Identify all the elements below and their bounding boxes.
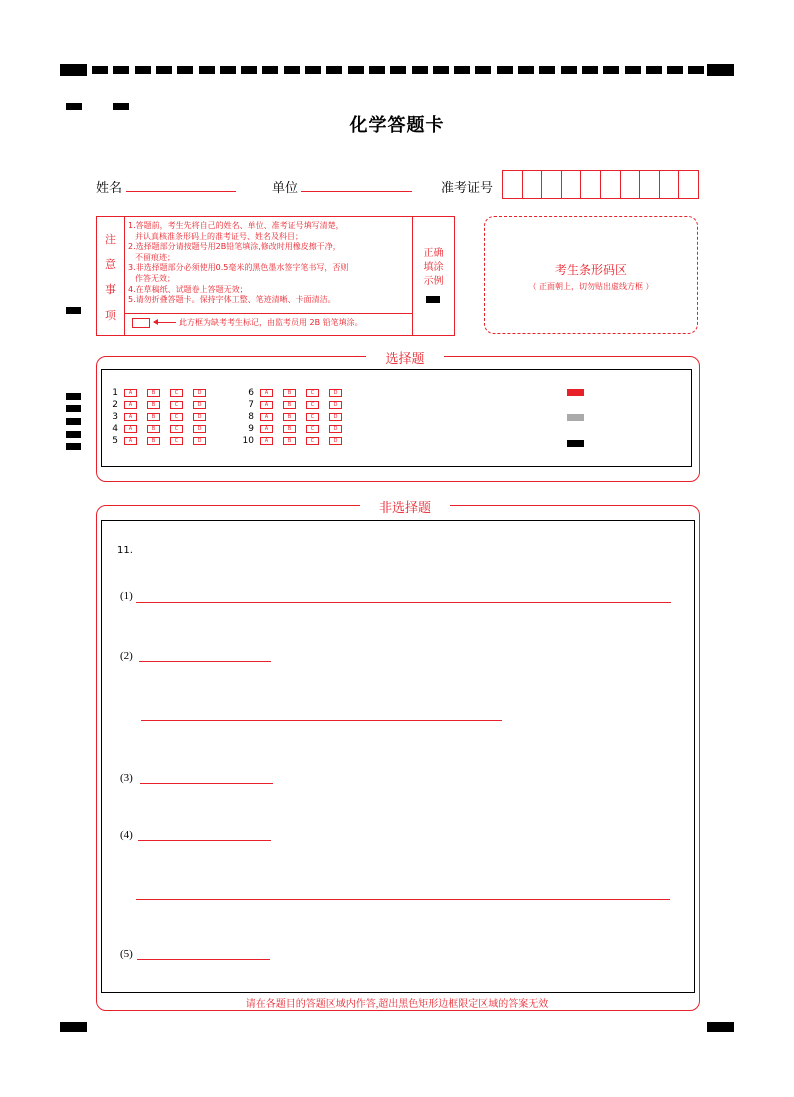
choice-question-row (96, 388, 216, 397)
top-timing-marks (60, 64, 734, 76)
timing-mark (241, 66, 257, 74)
part-label: (1) (120, 590, 133, 602)
answer-bubble-d[interactable]: D (329, 401, 342, 409)
rule-line: 5.请勿折叠答题卡。保持字体工整、笔迹清晰、卡面清洁。 (128, 295, 336, 305)
answer-bubble-d[interactable]: D (193, 425, 206, 433)
answer-bubble-c[interactable]: C (306, 437, 319, 445)
side-mark (66, 431, 81, 438)
timing-mark (603, 66, 619, 74)
side-mark (66, 393, 81, 400)
notice-heading-char: 意 (105, 258, 116, 271)
answer-bubble-d[interactable]: D (329, 437, 342, 445)
timing-mark (625, 66, 641, 74)
rule-line: 2.选择题部分请按题号用2B铅笔填涂,修改时用橡皮擦干净， (128, 242, 341, 252)
answer-bubble-a[interactable]: A (260, 389, 273, 397)
answer-bubble-a[interactable]: A (124, 437, 137, 445)
timing-mark (539, 66, 555, 74)
part-label: (4) (120, 829, 133, 841)
answer-bubble-b[interactable]: B (283, 401, 296, 409)
bottom-mark (707, 1022, 734, 1032)
question-number: 10 (242, 435, 254, 446)
timing-mark (177, 66, 193, 74)
answer-bubble-a[interactable]: A (124, 401, 137, 409)
answer-bubble-d[interactable]: D (329, 425, 342, 433)
nonchoice-section-title: 非选择题 (360, 497, 450, 516)
choice-question-row (96, 412, 216, 421)
timing-mark (305, 66, 321, 74)
answer-bubble-b[interactable]: B (147, 437, 160, 445)
timing-mark (348, 66, 364, 74)
rule-line: 3.非选择题部分必须使用0.5毫米的黑色墨水签字笔书写，否则 (128, 263, 349, 273)
unit-label: 单位 (272, 181, 299, 196)
rule-line: 作答无效； (135, 273, 175, 283)
timing-mark (497, 66, 513, 74)
timing-mark (518, 66, 534, 74)
timing-mark (113, 66, 129, 74)
answer-bubble-b[interactable]: B (283, 437, 296, 445)
choice-question-row (96, 400, 216, 409)
color-mark-red (567, 389, 584, 396)
answer-line[interactable] (137, 959, 270, 960)
answer-bubble-c[interactable]: C (306, 413, 319, 421)
answer-line[interactable] (138, 840, 271, 841)
notice-box (96, 216, 455, 336)
answer-bubble-b[interactable]: B (147, 425, 160, 433)
id-number-boxes[interactable] (502, 170, 699, 199)
question-number: 7 (248, 399, 254, 410)
side-mark (66, 443, 81, 450)
answer-bubble-c[interactable]: C (306, 425, 319, 433)
timing-mark (667, 66, 683, 74)
side-mark (66, 405, 81, 412)
choice-question-row (232, 400, 352, 409)
answer-bubble-a[interactable]: A (124, 413, 137, 421)
notice-heading (97, 217, 125, 335)
timing-mark (688, 66, 704, 74)
timing-mark (92, 66, 108, 74)
timing-mark (475, 66, 491, 74)
corner-mark (113, 103, 129, 110)
missing-exam-text: 此方框为缺考考生标记，由监考员用 2B 铅笔填涂。 (179, 318, 363, 327)
question-number: 4 (112, 423, 118, 434)
answer-bubble-c[interactable]: C (170, 413, 183, 421)
answer-bubble-d[interactable]: D (329, 413, 342, 421)
question-number: 9 (248, 423, 254, 434)
nonchoice-answer-area[interactable] (101, 520, 695, 993)
answer-bubble-a[interactable]: A (260, 413, 273, 421)
answer-line[interactable] (139, 661, 271, 662)
fill-example (412, 217, 454, 335)
bottom-mark (60, 1022, 87, 1032)
answer-bubble-d[interactable]: D (193, 437, 206, 445)
timing-mark (390, 66, 406, 74)
corner-mark (66, 103, 82, 110)
timing-mark (561, 66, 577, 74)
question-number: 8 (248, 411, 254, 422)
answer-line[interactable] (136, 899, 670, 900)
timing-mark (582, 66, 598, 74)
part-label: (2) (120, 650, 133, 662)
timing-mark (412, 66, 428, 74)
notice-heading-char: 项 (105, 309, 116, 322)
example-label: 正确 (423, 248, 444, 259)
name-label: 姓名 (96, 181, 123, 196)
choice-question-row (232, 388, 352, 397)
arrow-left-icon (154, 322, 176, 323)
answer-bubble-c[interactable]: C (306, 389, 319, 397)
answer-bubble-a[interactable]: A (260, 437, 273, 445)
page-title: 化学答题卡 (349, 115, 445, 136)
timing-mark (156, 66, 172, 74)
timing-mark (707, 64, 734, 76)
choice-question-row (96, 436, 216, 445)
choice-question-row (232, 436, 352, 445)
part-label: (5) (120, 948, 133, 960)
rule-line: 并认真核准条形码上的准考证号、姓名及科目； (135, 231, 303, 241)
name-field[interactable] (126, 190, 236, 192)
barcode-title: 考生条形码区 (554, 263, 627, 277)
answer-line[interactable] (140, 783, 273, 784)
answer-bubble-b[interactable]: B (283, 413, 296, 421)
side-mark (66, 307, 81, 314)
answer-bubble-c[interactable]: C (170, 437, 183, 445)
timing-mark (60, 64, 87, 76)
footer-note: 请在各题目的答题区域内作答,超出黑色矩形边框限定区域的答案无效 (245, 999, 549, 1010)
barcode-subtitle: （ 正面朝上，切勿贴出虚线方框 ） (528, 282, 654, 291)
unit-field[interactable] (301, 190, 412, 192)
timing-mark (220, 66, 236, 74)
question-number: 2 (112, 399, 118, 410)
timing-mark (284, 66, 300, 74)
answer-bubble-c[interactable]: C (170, 401, 183, 409)
answer-bubble-a[interactable]: A (124, 389, 137, 397)
id-label: 准考证号 (441, 181, 494, 196)
answer-bubble-d[interactable]: D (193, 401, 206, 409)
answer-bubble-d[interactable]: D (193, 413, 206, 421)
choice-section-title: 选择题 (366, 348, 444, 367)
timing-mark (326, 66, 342, 74)
rule-line: 1.答题前，考生先将自己的姓名、单位、准考证号填写清楚， (128, 221, 344, 230)
missing-exam-mark (132, 317, 363, 328)
notice-heading-char: 注 (105, 233, 116, 246)
answer-bubble-b[interactable]: B (147, 413, 160, 421)
part-label: (3) (120, 772, 133, 784)
timing-mark (135, 66, 151, 74)
rule-line: 不留痕迹； (135, 252, 175, 262)
answer-bubble-d[interactable]: D (329, 389, 342, 397)
barcode-area (484, 216, 698, 334)
answer-bubble-c[interactable]: C (306, 401, 319, 409)
answer-bubble-a[interactable]: A (124, 425, 137, 433)
side-mark (66, 418, 81, 425)
timing-mark (433, 66, 449, 74)
choice-question-row (96, 424, 216, 433)
filled-example-mark (426, 296, 440, 303)
answer-bubble-d[interactable]: D (193, 389, 206, 397)
answer-bubble-b[interactable]: B (283, 389, 296, 397)
missing-exam-checkbox[interactable] (132, 318, 150, 328)
answer-bubble-a[interactable]: A (260, 401, 273, 409)
notice-rules (128, 221, 411, 306)
timing-mark (262, 66, 278, 74)
color-mark-gray (567, 414, 584, 421)
question-number: 6 (248, 387, 254, 398)
choice-question-row (232, 424, 352, 433)
example-label: 填涂 (423, 262, 444, 273)
example-label: 示例 (423, 276, 444, 287)
answer-line[interactable] (136, 602, 671, 603)
answer-bubble-c[interactable]: C (170, 425, 183, 433)
color-mark-black (567, 440, 584, 447)
answer-bubble-b[interactable]: B (283, 425, 296, 433)
choice-question-row (232, 412, 352, 421)
answer-bubble-c[interactable]: C (170, 389, 183, 397)
question-number: 11. (117, 545, 133, 556)
notice-heading-char: 事 (105, 283, 116, 296)
timing-mark (369, 66, 385, 74)
answer-bubble-b[interactable]: B (147, 389, 160, 397)
question-number: 5 (112, 435, 118, 446)
timing-mark (199, 66, 215, 74)
answer-bubble-b[interactable]: B (147, 401, 160, 409)
timing-mark (646, 66, 662, 74)
timing-mark (454, 66, 470, 74)
answer-bubble-a[interactable]: A (260, 425, 273, 433)
rule-line: 4.在草稿纸、试题卷上答题无效； (128, 284, 248, 294)
question-number: 3 (112, 411, 118, 422)
question-number: 1 (112, 387, 118, 398)
answer-line[interactable] (141, 720, 502, 721)
